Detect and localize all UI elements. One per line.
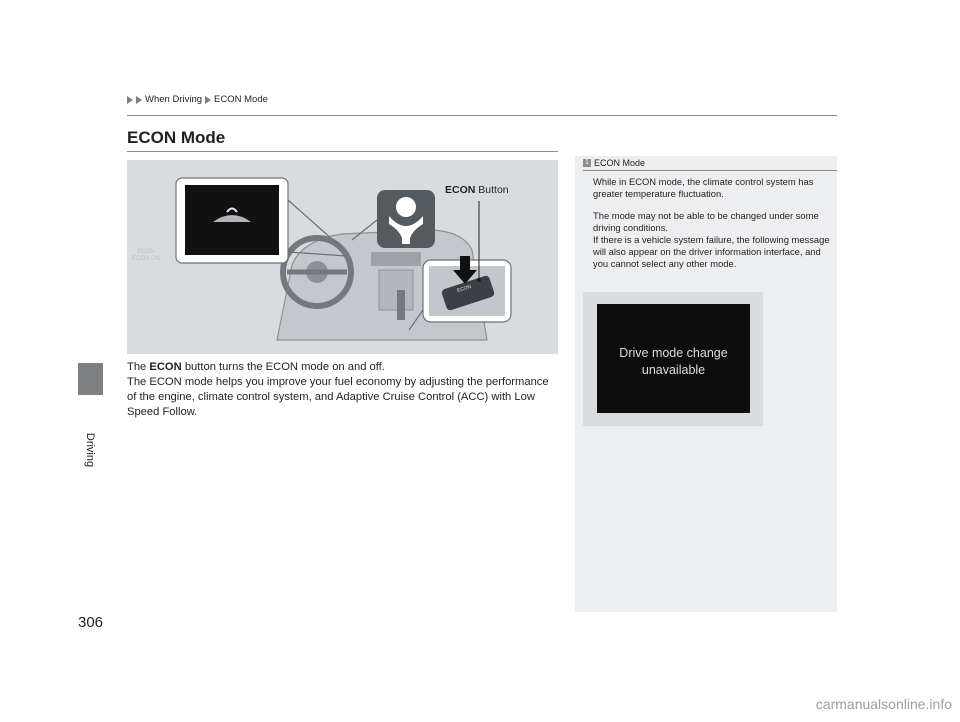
note-heading <box>583 158 645 168</box>
chapter-side-label <box>75 420 105 480</box>
note-heading-text: ECON Mode <box>594 158 646 168</box>
callout-pointer-dot <box>477 278 481 282</box>
gear-lever-icon <box>397 290 405 320</box>
body-line-1-pre: The <box>127 361 150 373</box>
note-reference-icon: 1 <box>583 159 591 167</box>
message-line-1: Drive mode change <box>619 346 728 360</box>
watermark: carmanualsonline.info <box>815 696 952 712</box>
note-body <box>593 176 833 280</box>
display-mode-label: ECON <box>137 249 155 255</box>
body-line-1 <box>127 360 557 375</box>
button-engraving-label: ECON <box>456 283 473 295</box>
breadcrumb-arrow-icon <box>136 96 142 104</box>
econ-button-callout-bold: ECON <box>445 184 476 196</box>
main-body-text <box>127 360 557 420</box>
body-line-1-post: button turns the ECON mode on and off. <box>181 361 385 373</box>
note-paragraph-2: The mode may not be able to be changed under some driving conditions. <box>593 210 819 233</box>
econ-button-callout-label <box>445 184 509 196</box>
message-line-2: unavailable <box>641 363 706 377</box>
chapter-tab <box>78 363 103 395</box>
breadcrumb <box>127 94 268 105</box>
display-status-label: ECON ON <box>131 256 160 262</box>
econ-symbol-head-icon <box>396 197 416 217</box>
breadcrumb-arrow-icon <box>205 96 211 104</box>
breadcrumb-item-econ-mode[interactable]: ECON Mode <box>214 94 268 105</box>
page-number: 306 <box>78 614 104 631</box>
econ-button-callout-rest: Button <box>475 184 509 196</box>
center-console-icon <box>379 270 413 310</box>
message-text <box>597 345 750 379</box>
header-rule <box>127 115 837 116</box>
note-paragraph-1: While in ECON mode, the climate control system has greater temperature fluctuation. <box>593 176 814 199</box>
body-line-1-bold: ECON <box>149 361 182 373</box>
page-title: ECON Mode <box>127 128 226 147</box>
body-paragraph-2: The ECON mode helps you improve your fuel economy by adjusting the performance of the engine, climate control system, and Adaptive Cruise Control (ACC) with Low Speed Follow. <box>127 376 549 418</box>
breadcrumb-item-when-driving[interactable]: When Driving <box>145 94 203 105</box>
chapter-side-label-text: Driving <box>84 432 96 468</box>
breadcrumb-arrow-icon <box>127 96 133 104</box>
title-rule <box>127 151 558 152</box>
note-paragraph-3: If there is a vehicle system failure, the following message will also appear on the driver information interface, and you cannot select any other mode. <box>593 234 830 269</box>
note-rule <box>583 170 837 171</box>
air-vent-icon <box>371 252 421 266</box>
